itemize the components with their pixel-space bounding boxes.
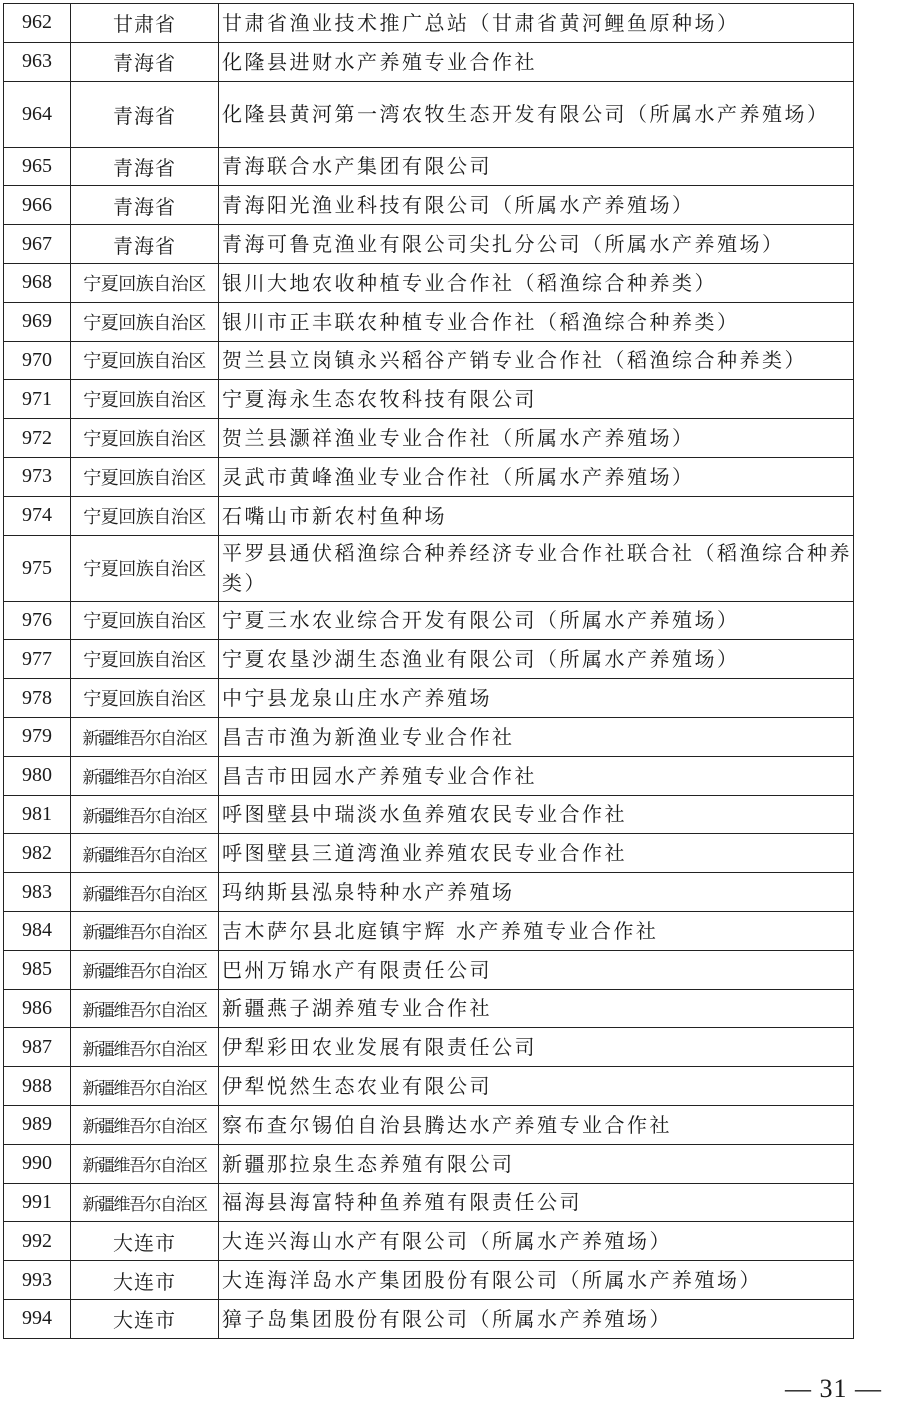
- row-number: 969: [4, 302, 71, 341]
- table-row: [4, 1261, 854, 1300]
- organization-name-cell: 青海可鲁克渔业有限公司尖扎分公司（所属水产养殖场）: [219, 225, 854, 264]
- row-number: 966: [4, 186, 71, 225]
- table-row: [4, 535, 854, 601]
- province-cell: 宁夏回族自治区: [71, 640, 219, 679]
- table-row: [4, 1028, 854, 1067]
- province-cell: 大连市: [71, 1299, 219, 1338]
- table-row: [4, 1222, 854, 1261]
- organization-name-cell: 巴州万锦水产有限责任公司: [219, 950, 854, 989]
- province-cell: 新疆维吾尔自治区: [71, 989, 219, 1028]
- province-cell: 新疆维吾尔自治区: [71, 1028, 219, 1067]
- row-number: 992: [4, 1222, 71, 1261]
- province-cell: 新疆维吾尔自治区: [71, 1067, 219, 1106]
- table-row: [4, 419, 854, 458]
- organization-name-cell: 昌吉市渔为新渔业专业合作社: [219, 717, 854, 756]
- row-number: 964: [4, 81, 71, 147]
- organization-name-cell: 伊犁彩田农业发展有限责任公司: [219, 1028, 854, 1067]
- organization-name-cell: 宁夏三水农业综合开发有限公司（所属水产养殖场）: [219, 601, 854, 640]
- organization-name-cell: 银川大地农收种植专业合作社（稻渔综合种养类）: [219, 263, 854, 302]
- table-row: [4, 601, 854, 640]
- row-number: 983: [4, 873, 71, 912]
- row-number: 985: [4, 950, 71, 989]
- row-number: 975: [4, 535, 71, 601]
- organization-name-cell: 甘肃省渔业技术推广总站（甘肃省黄河鲤鱼原种场）: [219, 4, 854, 43]
- organization-name-cell: 化隆县黄河第一湾农牧生态开发有限公司（所属水产养殖场）: [219, 81, 854, 147]
- province-cell: 新疆维吾尔自治区: [71, 717, 219, 756]
- province-cell: 宁夏回族自治区: [71, 457, 219, 496]
- province-cell: 新疆维吾尔自治区: [71, 834, 219, 873]
- province-cell: 青海省: [71, 42, 219, 81]
- organization-name-cell: 吉木萨尔县北庭镇宇辉 水产养殖专业合作社: [219, 911, 854, 950]
- organization-name-cell: 伊犁悦然生态农业有限公司: [219, 1067, 854, 1106]
- table-row: [4, 225, 854, 264]
- organization-name-cell: 宁夏海永生态农牧科技有限公司: [219, 380, 854, 419]
- table-row: [4, 911, 854, 950]
- table-row: [4, 42, 854, 81]
- table-row: [4, 1105, 854, 1144]
- row-number: 962: [4, 4, 71, 43]
- organization-name-cell: 宁夏农垦沙湖生态渔业有限公司（所属水产养殖场）: [219, 640, 854, 679]
- organization-name-cell: 石嘴山市新农村鱼种场: [219, 496, 854, 535]
- table-row: [4, 1144, 854, 1183]
- province-cell: 甘肃省: [71, 4, 219, 43]
- province-cell: 宁夏回族自治区: [71, 679, 219, 718]
- organization-name-cell: 玛纳斯县泓泉特种水产养殖场: [219, 873, 854, 912]
- row-number: 984: [4, 911, 71, 950]
- organization-name-cell: 昌吉市田园水产养殖专业合作社: [219, 756, 854, 795]
- organization-name-cell: 新疆燕子湖养殖专业合作社: [219, 989, 854, 1028]
- row-number: 988: [4, 1067, 71, 1106]
- row-number: 963: [4, 42, 71, 81]
- organization-name-cell: 福海县海富特种鱼养殖有限责任公司: [219, 1183, 854, 1222]
- province-cell: 新疆维吾尔自治区: [71, 795, 219, 834]
- organization-name-cell: 大连海洋岛水产集团股份有限公司（所属水产养殖场）: [219, 1261, 854, 1300]
- province-cell: 新疆维吾尔自治区: [71, 911, 219, 950]
- organization-name-cell: 青海联合水产集团有限公司: [219, 147, 854, 186]
- province-cell: 宁夏回族自治区: [71, 535, 219, 601]
- organization-name-cell: 灵武市黄峰渔业专业合作社（所属水产养殖场）: [219, 457, 854, 496]
- table-row: [4, 756, 854, 795]
- row-number: 986: [4, 989, 71, 1028]
- province-cell: 宁夏回族自治区: [71, 496, 219, 535]
- organization-name-cell: 察布查尔锡伯自治县腾达水产养殖专业合作社: [219, 1105, 854, 1144]
- row-number: 967: [4, 225, 71, 264]
- organization-name-cell: 贺兰县灏祥渔业专业合作社（所属水产养殖场）: [219, 419, 854, 458]
- province-cell: 宁夏回族自治区: [71, 341, 219, 380]
- row-number: 980: [4, 756, 71, 795]
- organization-name-cell: 新疆那拉泉生态养殖有限公司: [219, 1144, 854, 1183]
- province-cell: 青海省: [71, 186, 219, 225]
- province-cell: 青海省: [71, 147, 219, 186]
- organization-name-cell: 呼图壁县中瑞淡水鱼养殖农民专业合作社: [219, 795, 854, 834]
- row-number: 972: [4, 419, 71, 458]
- province-cell: 宁夏回族自治区: [71, 380, 219, 419]
- registry-table: [3, 3, 854, 1339]
- table-row: [4, 341, 854, 380]
- table-row: [4, 989, 854, 1028]
- province-cell: 新疆维吾尔自治区: [71, 1183, 219, 1222]
- province-cell: 大连市: [71, 1222, 219, 1261]
- organization-name-cell: 贺兰县立岗镇永兴稻谷产销专业合作社（稻渔综合种养类）: [219, 341, 854, 380]
- province-cell: 新疆维吾尔自治区: [71, 1105, 219, 1144]
- row-number: 994: [4, 1299, 71, 1338]
- row-number: 974: [4, 496, 71, 535]
- row-number: 981: [4, 795, 71, 834]
- table-row: [4, 457, 854, 496]
- table-row: [4, 380, 854, 419]
- province-cell: 宁夏回族自治区: [71, 263, 219, 302]
- province-cell: 青海省: [71, 225, 219, 264]
- table-row: [4, 1067, 854, 1106]
- row-number: 993: [4, 1261, 71, 1300]
- organization-name-cell: 平罗县通伏稻渔综合种养经济专业合作社联合社（稻渔综合种养类）: [219, 535, 854, 601]
- province-cell: 新疆维吾尔自治区: [71, 756, 219, 795]
- table-row: [4, 873, 854, 912]
- organization-name-cell: 大连兴海山水产有限公司（所属水产养殖场）: [219, 1222, 854, 1261]
- row-number: 991: [4, 1183, 71, 1222]
- row-number: 977: [4, 640, 71, 679]
- organization-name-cell: 银川市正丰联农种植专业合作社（稻渔综合种养类）: [219, 302, 854, 341]
- province-cell: 宁夏回族自治区: [71, 302, 219, 341]
- table-row: [4, 679, 854, 718]
- table-row: [4, 4, 854, 43]
- row-number: 973: [4, 457, 71, 496]
- row-number: 978: [4, 679, 71, 718]
- row-number: 982: [4, 834, 71, 873]
- province-cell: 宁夏回族自治区: [71, 419, 219, 458]
- row-number: 971: [4, 380, 71, 419]
- table-row: [4, 186, 854, 225]
- table-row: [4, 950, 854, 989]
- row-number: 976: [4, 601, 71, 640]
- organization-name-cell: 呼图壁县三道湾渔业养殖农民专业合作社: [219, 834, 854, 873]
- organization-name-cell: 青海阳光渔业科技有限公司（所属水产养殖场）: [219, 186, 854, 225]
- row-number: 989: [4, 1105, 71, 1144]
- table-row: [4, 147, 854, 186]
- province-cell: 大连市: [71, 1261, 219, 1300]
- table-row: [4, 302, 854, 341]
- table-row: [4, 496, 854, 535]
- table-body: [4, 4, 854, 1339]
- row-number: 965: [4, 147, 71, 186]
- table-row: [4, 834, 854, 873]
- organization-name-cell: 獐子岛集团股份有限公司（所属水产养殖场）: [219, 1299, 854, 1338]
- province-cell: 青海省: [71, 81, 219, 147]
- table-row: [4, 263, 854, 302]
- province-cell: 宁夏回族自治区: [71, 601, 219, 640]
- row-number: 990: [4, 1144, 71, 1183]
- province-cell: 新疆维吾尔自治区: [71, 1144, 219, 1183]
- organization-name-cell: 化隆县进财水产养殖专业合作社: [219, 42, 854, 81]
- row-number: 979: [4, 717, 71, 756]
- organization-name-cell: 中宁县龙泉山庄水产养殖场: [219, 679, 854, 718]
- page-number: — 31 —: [785, 1374, 882, 1403]
- table-row: [4, 717, 854, 756]
- table-row: [4, 1299, 854, 1338]
- table-row: [4, 1183, 854, 1222]
- table-row: [4, 81, 854, 147]
- province-cell: 新疆维吾尔自治区: [71, 950, 219, 989]
- row-number: 970: [4, 341, 71, 380]
- province-cell: 新疆维吾尔自治区: [71, 873, 219, 912]
- row-number: 987: [4, 1028, 71, 1067]
- table-row: [4, 795, 854, 834]
- table-row: [4, 640, 854, 679]
- row-number: 968: [4, 263, 71, 302]
